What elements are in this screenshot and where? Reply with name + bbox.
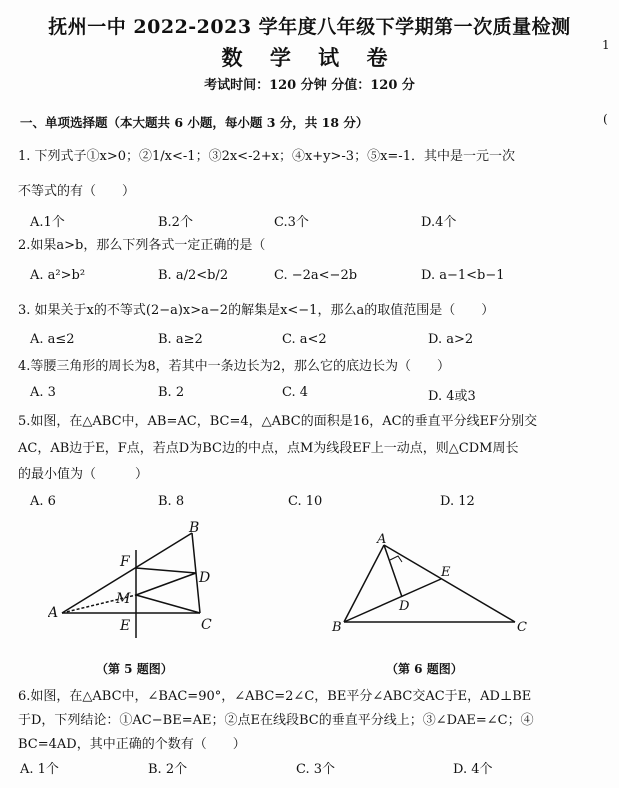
exam-title: 抚州一中 2022-2023 学年度八年级下学期第一次质量检测 [48,16,571,38]
q5-option-b: B. 8 [158,494,185,509]
q2-option-a: A. a²>b² [30,268,86,283]
margin-mark: ( [603,112,608,126]
question-5-line2: AC，AB边于E，F点，若点D为BC边的中点，点M为线段EF上一动点，则△CDM周长 [18,441,519,456]
fig5-label-d: D [199,570,211,586]
fig5-label-f: F [120,554,130,570]
figure-6 [328,532,533,637]
q1-option-a: A.1个 [30,215,65,230]
q5-option-d: D. 12 [440,494,475,509]
fig5-label-b: B [189,520,200,536]
question-6-line2: 于D，下列结论：①AC−BE=AE；②点E在线段BC的垂直平分线上；③∠DAE=∠C；④ [18,713,534,728]
fig6-label-b: B [332,620,342,635]
fig5-segment-fd [136,568,196,573]
q5-option-a: A. 6 [30,494,56,509]
margin-mark: 1 [602,38,610,52]
q1-option-d: D.4个 [421,215,457,230]
q6-option-c: C. 3个 [296,762,336,777]
q1-option-b: B.2个 [158,215,193,230]
q6-option-b: B. 2个 [148,762,188,777]
fig5-label-e: E [120,618,131,634]
question-2: 2.如果a>b，那么下列各式一定正确的是（ [18,238,266,253]
fig5-label-a: A [48,605,59,621]
figure-5 [48,520,228,645]
q2-option-d: D. a−1<b−1 [421,268,505,283]
q1-option-c: C.3个 [274,215,309,230]
q4-option-c: C. 4 [282,385,309,400]
fig6-label-e: E [441,565,451,580]
fig5-segment-mc [136,595,200,613]
q5-option-c: C. 10 [288,494,323,509]
fig6-right-angle-mark [390,556,402,562]
q4-option-b: B. 2 [158,385,185,400]
question-6-line3: BC=4AD，其中正确的个数有（ ） [18,737,246,752]
exam-subtitle: 数 学 试 卷 [221,45,398,70]
q3-option-c: C. a<2 [282,332,327,347]
q4-option-a: A. 3 [30,385,56,400]
fig5-segment-md [136,573,196,595]
question-4: 4.等腰三角形的周长为8，若其中一条边长为2，那么它的底边长为（ ） [18,359,450,374]
q3-option-d: D. a>2 [428,332,474,347]
fig6-segment-ad [384,545,402,597]
fig6-label-c: C [517,620,527,635]
figure-5-caption: （第 5 题图） [96,662,173,676]
question-5-line1: 5.如图，在△ABC中，AB=AC，BC=4，△ABC的面积是16，AC的垂直平分线EF分别交 [18,414,538,429]
question-1-line2: 不等式的有（ ） [18,184,136,199]
question-5-line3: 的最小值为（ ） [18,467,149,482]
q3-option-a: A. a≤2 [30,332,75,347]
fig6-segment-ab [344,545,384,622]
question-3: 3. 如果关于x的不等式(2−a)x>a−2的解集是x<−1，那么a的取值范围是（ ） [18,303,495,318]
q2-option-b: B. a/2<b/2 [158,268,229,283]
q4-option-d: D. 4或3 [428,389,476,404]
question-1-line1: 1. 下列式子①x>0；②1/x<-1；③2x<-2+x；④x+y>-3；⑤x=-1．其中是一元一次 [18,149,515,164]
fig6-label-d: D [399,599,410,614]
fig5-label-c: C [201,617,212,633]
q6-option-d: D. 4个 [453,762,493,777]
q2-option-c: C. −2a<−2b [274,268,358,283]
q6-option-a: A. 1个 [20,762,59,777]
q3-option-b: B. a≥2 [158,332,203,347]
fig5-label-m: M [116,591,131,607]
fig6-label-a: A [377,532,387,547]
fig6-segment-be [344,579,441,622]
section-heading: 一、单项选择题（本大题共 6 小题，每小题 3 分，共 18 分） [20,115,369,130]
figure-6-caption: （第 6 题图） [386,662,463,676]
exam-info: 考试时间：120 分钟 分值：120 分 [204,78,415,93]
question-6-line1: 6.如图，在△ABC中，∠BAC=90°，∠ABC=2∠C，BE平分∠ABC交AC于E，AD⊥BE [18,689,532,704]
